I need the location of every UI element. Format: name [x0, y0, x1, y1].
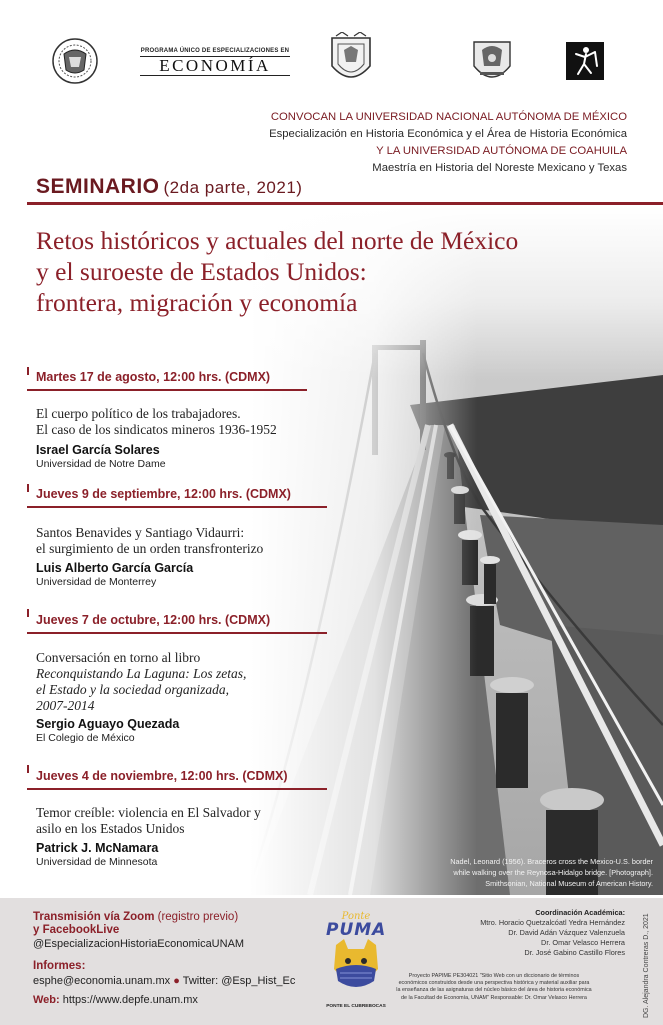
photo-caption-line: Nadel, Leonard (1956). Braceros cross the Mexico-U.S. border — [450, 857, 653, 866]
session-2-talk-line: Santos Benavides y Santiago Vidaurri: — [36, 525, 245, 540]
session-2-speaker: Luis Alberto García García — [36, 561, 194, 575]
session-tick — [27, 484, 29, 492]
session-2-rule — [27, 506, 327, 508]
zoom-note: (registro previo) — [157, 911, 239, 923]
economia-logo — [140, 48, 290, 76]
session-2-talk — [36, 525, 263, 557]
session-1-date: Martes 17 de agosto, 12:00 hrs. (CDMX) — [36, 370, 271, 384]
coordinacion-member: Mtro. Horacio Quetzalcóatl Yedra Hernández — [480, 918, 625, 927]
dancer-logo — [566, 42, 604, 80]
session-2-talk-line: el surgimiento de un orden transfronterizo — [36, 541, 264, 556]
convocan-line-3: Y LA UNIVERSIDAD AUTÓNOMA DE COAHUILA — [376, 145, 627, 157]
session-4-talk-line: Temor creíble: violencia en El Salvador y — [36, 805, 261, 820]
logos-row — [0, 28, 663, 98]
footer — [0, 898, 663, 1025]
zoom-label: Transmisión vía Zoom — [33, 911, 155, 923]
photo-caption-line: Smithsonian, National Museum of American History. — [485, 879, 653, 888]
unam-shield-logo — [50, 36, 100, 86]
main-title-line-2: y el suroeste de Estados Unidos: — [36, 257, 367, 286]
puma-logo-word: PUMA — [326, 920, 387, 940]
session-3-talk-line: el Estado y la sociedad organizada, — [36, 682, 229, 697]
convocan-line-1: CONVOCAN LA UNIVERSIDAD NACIONAL AUTÓNOMA DE MÉXICO — [270, 111, 627, 123]
facebook-live: y FacebookLive — [33, 924, 120, 936]
convocan-line-2: Especialización en Historia Económica y el Área de Historia Económica — [269, 128, 627, 140]
papime-line: económicos construidos desde una perspectiva histórica y material auxiliar para — [398, 980, 590, 987]
session-tick — [27, 765, 29, 773]
coordinacion-member: Dr. Omar Velasco Herrera — [541, 938, 625, 947]
session-1-talk-line: El cuerpo político de los trabajadores. — [36, 406, 241, 421]
session-4-speaker: Patrick J. McNamara — [36, 841, 159, 855]
uadec-logo — [328, 32, 374, 90]
session-1-talk — [36, 406, 277, 438]
seminario-heading — [36, 175, 302, 199]
informes-label: Informes: — [33, 960, 86, 972]
facebook-handle-link[interactable]: @EspecializacionHistoriaEconomicaUNAM — [33, 938, 245, 950]
session-2-date: Jueves 9 de septiembre, 12:00 hrs. (CDMX) — [36, 487, 291, 501]
papime-line: de la Facultad de Economía, UNAM" Responsable: Dr. Omar Velasco Herrera — [401, 994, 587, 1001]
contact-line — [33, 975, 295, 987]
session-4-institution: Universidad de Minnesota — [36, 856, 158, 868]
convocan-line-4: Maestría en Historia del Noreste Mexicano y Texas — [372, 162, 627, 174]
economia-logo-small: PROGRAMA ÚNICO DE ESPECIALIZACIONES EN — [140, 48, 290, 54]
seminario-edition: (2da parte, 2021) — [163, 178, 303, 197]
session-3-speaker: Sergio Aguayo Quezada — [36, 717, 180, 731]
main-title-line-1: Retos históricos y actuales del norte de México — [36, 226, 519, 255]
papime-line: la enseñanza de las asignaturas del núcleo básico del área de historia económica — [396, 987, 592, 994]
session-3-rule — [27, 632, 327, 634]
coordinacion-member: Dr. José Gabino Castillo Flores — [524, 948, 625, 957]
session-3-talk-line: Conversación en torno al libro — [36, 650, 201, 665]
bullet-separator: ● — [173, 975, 180, 987]
session-1-institution: Universidad de Notre Dame — [36, 458, 166, 470]
session-1-talk-line: El caso de los sindicatos mineros 1936-1952 — [36, 422, 277, 437]
design-credit: DG. Alejandra Contreras D., 2021 — [643, 913, 650, 1018]
main-title — [36, 225, 636, 318]
session-4-talk-line: asilo en los Estados Unidos — [36, 821, 185, 836]
ffyl-shield-logo — [470, 36, 514, 88]
session-3-date: Jueves 7 de octubre, 12:00 hrs. (CDMX) — [36, 613, 271, 627]
session-3-talk — [36, 650, 246, 714]
web-label: Web: — [33, 994, 60, 1006]
coordinacion-block — [480, 908, 625, 958]
session-4-date: Jueves 4 de noviembre, 12:00 hrs. (CDMX) — [36, 769, 288, 783]
economia-logo-big: ECONOMÍA — [140, 56, 290, 76]
session-3-talk-line: 2007-2014 — [36, 698, 95, 713]
papime-note — [363, 973, 625, 1002]
email-link[interactable]: esphe@economia.unam.mx — [33, 975, 171, 987]
session-tick — [27, 609, 29, 617]
main-title-line-3: frontera, migración y economía — [36, 288, 358, 317]
session-tick — [27, 367, 29, 375]
session-4-rule — [27, 788, 327, 790]
puma-logo-top: Ponte — [341, 911, 371, 922]
session-3-institution: El Colegio de México — [36, 732, 135, 744]
zoom-transmission — [33, 910, 238, 924]
session-4-talk — [36, 805, 261, 837]
twitter-link[interactable]: Twitter: @Esp_Hist_Ec — [182, 975, 296, 987]
puma-logo-tag: PONTE EL CUBREBOCAS — [326, 1004, 386, 1009]
session-3-talk-line: Reconquistando La Laguna: Los zetas, — [36, 666, 247, 681]
convocan-block — [269, 109, 627, 177]
seminario-label: SEMINARIO — [36, 175, 160, 198]
photo-caption — [403, 856, 653, 889]
papime-line: Proyecto PAPIME PE304021 "Sitio Web con un diccionario de términos — [408, 973, 580, 979]
web-link[interactable]: https://www.depfe.unam.mx — [62, 994, 198, 1006]
coordinacion-member: Dr. David Adán Vázquez Valenzuela — [508, 928, 625, 937]
photo-caption-line: while walking over the Reynosa-Hidalgo bridge. [Photograph]. — [453, 868, 653, 877]
session-1-speaker: Israel García Solares — [36, 443, 160, 457]
session-1-rule — [27, 389, 307, 391]
coordinacion-heading: Coordinación Académica: — [535, 908, 625, 917]
session-2-institution: Universidad de Monterrey — [36, 576, 157, 588]
web-line — [33, 994, 198, 1006]
